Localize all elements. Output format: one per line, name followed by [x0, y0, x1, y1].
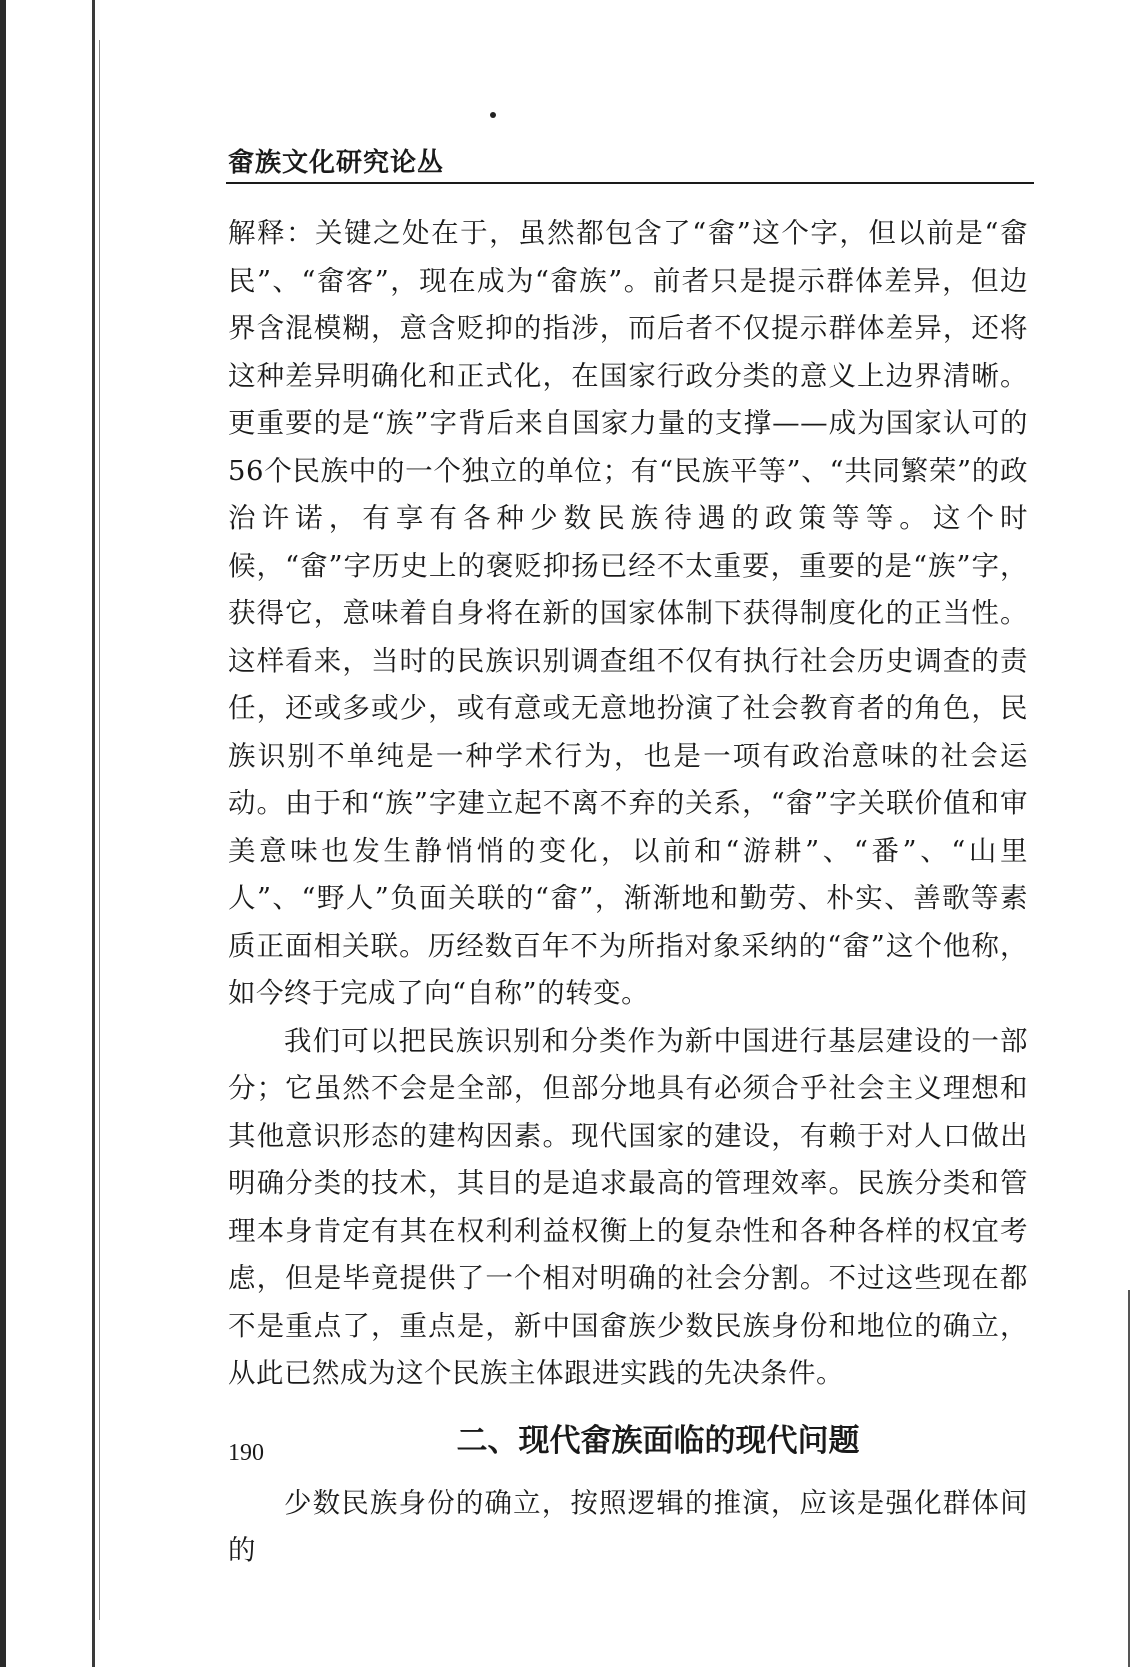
header-rule	[226, 182, 1034, 184]
scan-gutter-shadow	[99, 40, 100, 1620]
binding-edge	[0, 0, 6, 1667]
paragraph-2: 我们可以把民族识别和分类作为新中国进行基层建设的一部分；它虽然不会是全部，但部分地具有必须合乎社会主义理想和其他意识形态的建构因素。现代国家的建设，有赖于对人口做出明确分类的技术，其目的是追求最高的管理效率。民族分类和管理本身肯定有其在权利利益权衡上的复杂性和各种各样的权宜考虑，但是毕竟提供了一个相对明确的社会分割。不过这些现在都不是重点了，重点是，新中国畲族少数民族身份和地位的确立，从此已然成为这个民族主体跟进实践的先决条件。	[228, 1024, 1028, 1389]
page-body	[228, 210, 1028, 1575]
page-number: 190	[228, 1440, 264, 1466]
scan-speck	[490, 112, 496, 118]
section-title: 二、现代畲族面临的现代问题	[456, 1422, 860, 1459]
running-head: 畲族文化研究论丛	[228, 148, 445, 178]
paragraph-3: 少数民族身份的确立，按照逻辑的推演，应该是强化群体间的	[228, 1486, 1028, 1566]
scan-right-edge	[1128, 1290, 1130, 1667]
paragraph-1: 解释：关键之处在于，虽然都包含了“畲”这个字，但以前是“畲民”、“畲客”，现在成为“畲族”。前者只是提示群体差异，但边界含混模糊，意含贬抑的指涉，而后者不仅提示群体差异，还将这种差异明确化和正式化，在国家行政分类的意义上边界清晰。更重要的是“族”字背后来自国家力量的支撑——成为国家认可的56个民族中的一个独立的单位；有“民族平等”、“共同繁荣”的政治许诺，有享有各种少数民族待遇的政策等等。这个时候，“畲”字历史上的褒贬抑扬已经不太重要，重要的是“族”字，获得它，意味着自身将在新的国家体制下获得制度化的正当性。这样看来，当时的民族识别调查组不仅有执行社会历史调查的责任，还或多或少，或有意或无意地扮演了社会教育者的角色，民族识别不单纯是一种学术行为，也是一项有政治意味的社会运动。由于和“族”字建立起不离不弃的关系，“畲”字关联价值和审美意味也发生静悄悄的变化，以前和“游耕”、“番”、“山里人”、“野人”负面关联的“畲”，渐渐地和勤劳、朴实、善歌等素质正面相关联。历经数百年不为所指对象采纳的“畲”这个他称，如今终于完成了向“自称”的转变。	[228, 217, 1028, 1009]
scan-gutter-line	[92, 0, 95, 1667]
